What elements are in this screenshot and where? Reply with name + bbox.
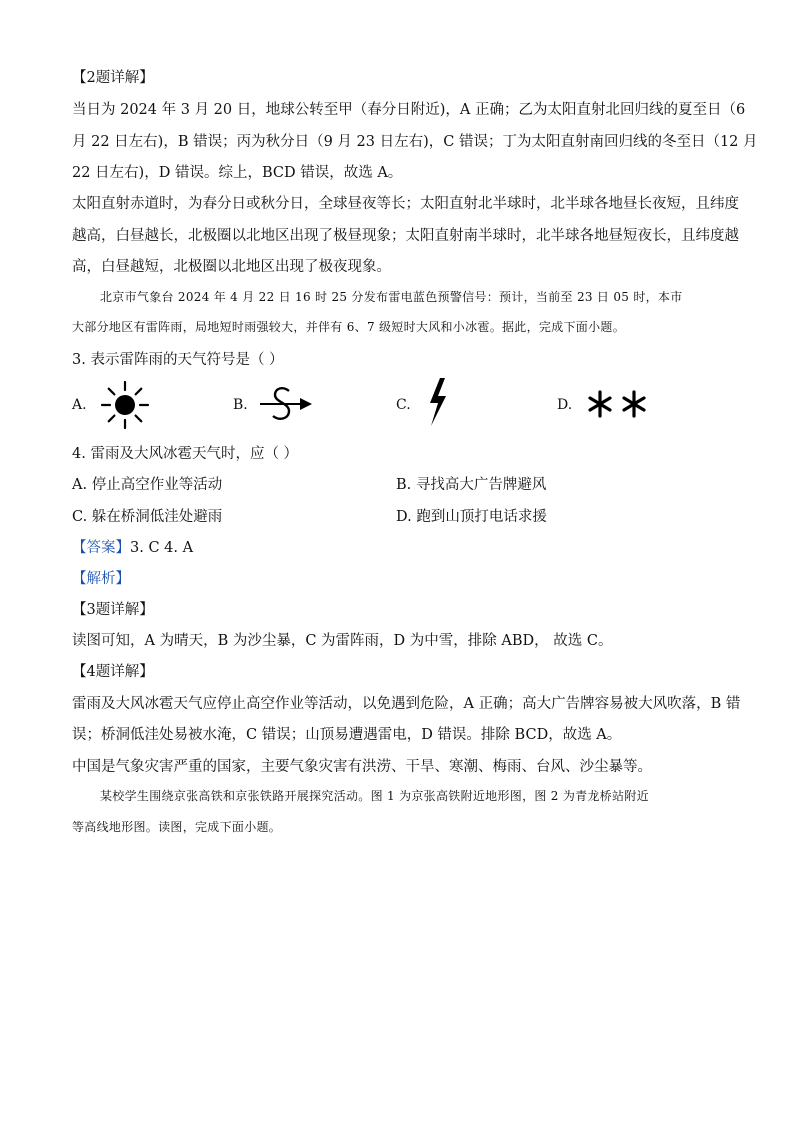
snow-icon (586, 389, 650, 419)
material2-line-2: 等高线地形图。读图，完成下面小题。 (72, 820, 282, 834)
q4-detail-line-2: 误；桥洞低洼处易被水淹，C 错误；山顶易遭遇雷电，D 错误。排除 BCD，故选 A。 (72, 727, 622, 743)
material2-line-1: 某校学生围绕京张高铁和京张铁路开展探究活动。图 1 为京张高铁附近地形图，图 2 为青龙桥站附近 (100, 789, 649, 803)
q4-option-a: A. 停止高空作业等活动 (72, 477, 223, 493)
answer-line (72, 536, 193, 557)
material1-line-1: 北京市气象台 2024 年 4 月 22 日 16 时 25 分发布雷电蓝色预警信号：预计，当前至 23 日 05 时，本市 (100, 290, 683, 304)
q4-option-c: C. 躲在桥洞低洼处避雨 (72, 509, 223, 525)
q2-line-6: 高，白昼越短，北极圈以北地区出现了极夜现象。 (72, 259, 391, 275)
q3-option-d-label: D. (557, 397, 573, 413)
answer-text: 3. C 4. A (130, 540, 194, 556)
q2-line-2: 月 22 日左右)，B 错误；丙为秋分日（9 月 23 日左右)，C 错误；丁为太阳直射南回归线的冬至日（12 月 (72, 134, 758, 150)
q3-detail-text: 读图可知，A 为晴天，B 为沙尘暴，C 为雷阵雨，D 为中雪，排除 ABD， 故选 C。 (72, 633, 613, 649)
q4-detail-line-1: 雷雨及大风冰雹天气应停止高空作业等活动，以免遇到危险，A 正确；高大广告牌容易被大风吹落，B 错 (72, 696, 741, 712)
q3-detail-heading: 【3题详解】 (72, 602, 154, 618)
answer-tag: 【答案】 (72, 540, 130, 556)
q4-option-d: D. 跑到山顶打电话求援 (396, 509, 547, 525)
q4-detail-line-3: 中国是气象灾害严重的国家，主要气象灾害有洪涝、干旱、寒潮、梅雨、台风、沙尘暴等。 (72, 759, 652, 775)
q2-line-5: 越高，白昼越长，北极圈以北地区出现了极昼现象；太阳直射南半球时，北半球各地昼短夜长，且纬度越 (72, 228, 739, 244)
sandstorm-icon (256, 384, 314, 424)
q4-detail-heading: 【4题详解】 (72, 664, 154, 680)
sun-icon (100, 380, 150, 430)
analysis-tag: 【解析】 (72, 571, 130, 587)
lightning-icon (424, 376, 452, 428)
q2-line-4: 太阳直射赤道时，为春分日或秋分日，全球昼夜等长；太阳直射北半球时，北半球各地昼长夜短，且纬度 (72, 196, 739, 212)
q2-line-1: 当日为 2024 年 3 月 20 日，地球公转至甲（春分日附近)，A 正确；乙为太阳直射北回归线的夏至日（6 (72, 102, 746, 118)
q3-option-a-label: A. (72, 397, 87, 413)
q3-stem: 3. 表示雷阵雨的天气符号是（ ） (72, 352, 284, 368)
q3-option-c-label: C. (396, 397, 411, 413)
q4-stem: 4. 雷雨及大风冰雹天气时，应（ ） (72, 446, 299, 462)
q2-heading: 【2题详解】 (72, 70, 154, 86)
q2-line-3: 22 日左右)，D 错误。综上，BCD 错误，故选 A。 (72, 165, 403, 181)
material1-line-2: 大部分地区有雷阵雨，局地短时雨强较大，并伴有 6、7 级短时大风和小冰雹。据此，完成下面小题。 (72, 320, 626, 334)
q4-option-b: B. 寻找高大广告牌避风 (396, 477, 547, 493)
q3-option-b-label: B. (233, 397, 248, 413)
